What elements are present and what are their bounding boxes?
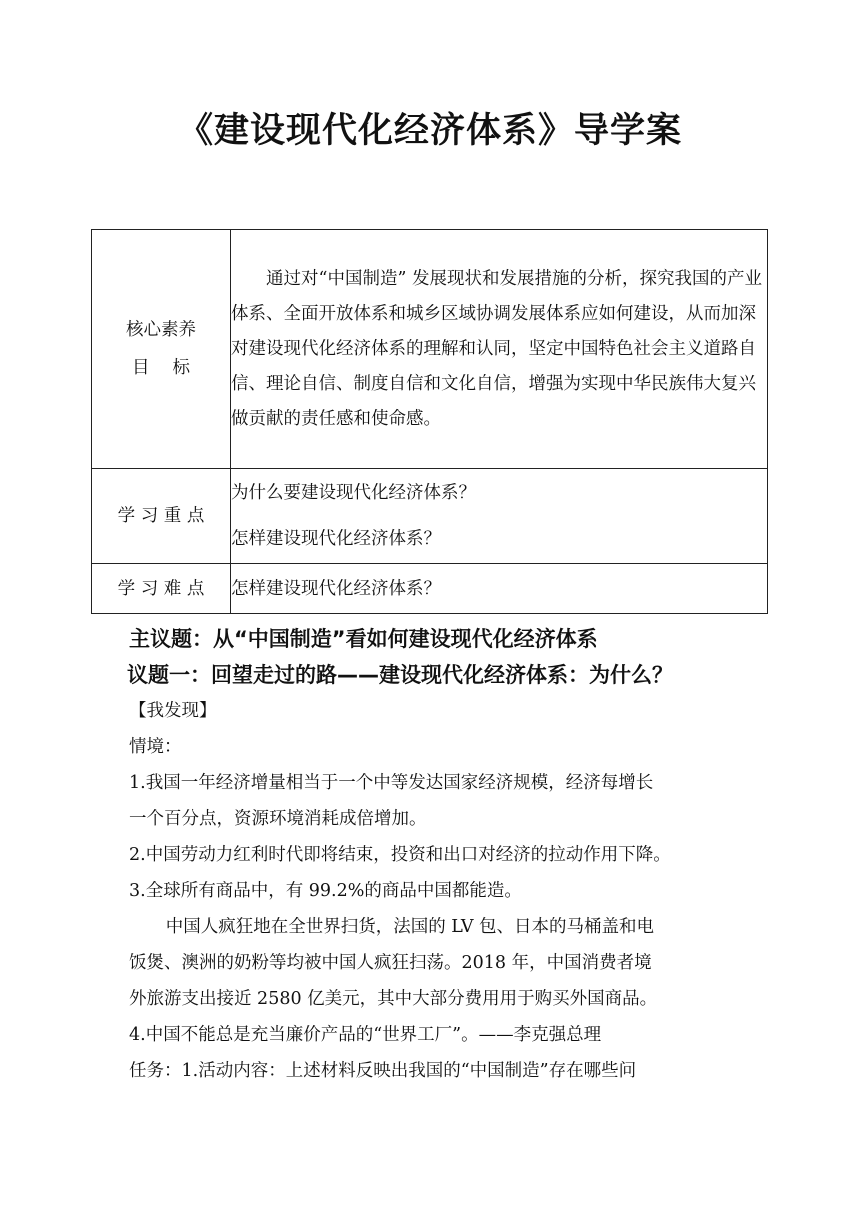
key-points-content-cell [231,469,768,564]
main-body [129,621,849,1089]
scenario-paragraph-line: 饭煲、澳洲的奶粉等均被中国人疯狂扫荡。2018 年，中国消费者境 [129,953,652,973]
table-row-difficult-points [92,564,768,614]
scenario-label: 情境： [129,737,182,757]
core-goals-label [92,230,231,469]
scenario-item-line: 3.全球所有商品中，有 99.2%的商品中国都能造。 [129,881,522,901]
goals-table [91,229,768,614]
core-goals-label-line1: 核心素养 [126,320,196,340]
scenario-item-line: 4.中国不能总是充当廉价产品的“世界工厂”。——李克强总理 [129,1025,602,1045]
main-topic-heading: 主议题：从“中国制造”看如何建设现代化经济体系 [129,627,598,651]
scenario-item-line: 一个百分点，资源环境消耗成倍增加。 [129,809,427,829]
discover-label: 【我发现】 [129,701,217,721]
key-point-item: 怎样建设现代化经济体系？ [231,529,441,549]
key-point-item: 为什么要建设现代化经济体系？ [231,483,476,503]
key-points-label: 学 习 重 点 [92,469,231,564]
task-line: 任务：1.活动内容：上述材料反映出我国的“中国制造”存在哪些问 [129,1061,637,1081]
core-goals-content: 通过对“中国制造” 发展现状和发展措施的分析，探究我国的产业体系、全面开放体系和城乡区域协调发展体系应如何建设，从而加深对建设现代化经济体系的理解和认同，坚定中国特色社会主义道路自信、理论自信、制度自信和文化自信，增强为实现中华民族伟大复兴做贡献的责任感和使命感。 [231,268,762,429]
core-goals-label-line2: 目 标 [131,358,191,378]
page-title: 《建设现代化经济体系》导学案 [177,111,682,151]
difficult-points-label: 学 习 难 点 [92,564,231,614]
difficult-point-item: 怎样建设现代化经济体系？ [231,578,441,599]
scenario-item-line: 2.中国劳动力红利时代即将结束，投资和出口对经济的拉动作用下降。 [129,845,671,865]
table-row-core-goals [92,230,768,469]
scenario-paragraph-line: 中国人疯狂地在全世界扫货，法国的 LV 包、日本的马桶盖和电 [165,917,655,937]
table-row-key-points [92,469,768,564]
scenario-item-line: 1.我国一年经济增量相当于一个中等发达国家经济规模，经济每增长 [129,773,654,793]
difficult-points-content-cell [231,564,768,614]
scenario-paragraph-line: 外旅游支出接近 2580 亿美元，其中大部分费用用于购买外国商品。 [129,989,658,1009]
core-goals-content-cell [231,230,768,469]
topic-one-heading: 议题一：回望走过的路——建设现代化经济体系：为什么？ [127,663,673,687]
